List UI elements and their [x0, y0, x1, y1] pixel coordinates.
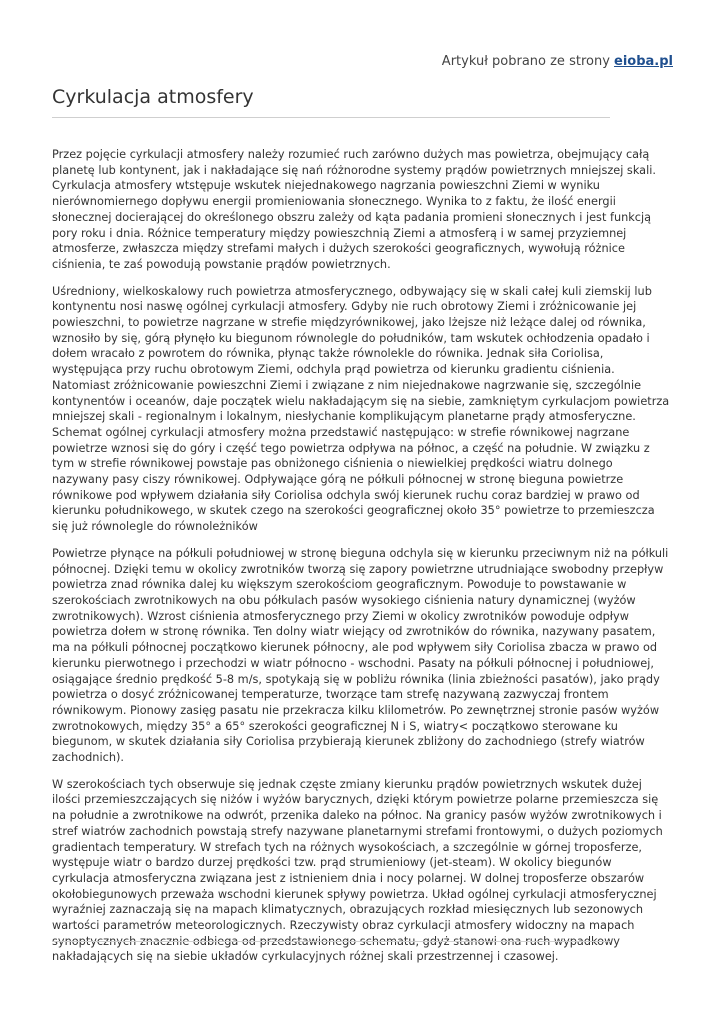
source-attribution — [442, 54, 673, 69]
title-divider — [52, 117, 610, 118]
article-body — [52, 147, 672, 976]
article-paragraph-4: W szerokościach tych obserwuje się jednak częste zmiany kierunku prądów powietrznych wskutek dużej ilości przemieszczających się niżów i wyżów barycznych, dzięki którym powietrze polarne przemieszcza się na południe a zwrotnikowe na odwrót, przenika daleko na północ. Na granicy pasów wyżów zwrotnikowych i stref wiatrów zachodnich powstają strefy nazywane planetarnymi strefami frontowymi, o dużych poziomych gradientach temperatury. W strefach tych na różnych wysokościach, a szczególnie w górnej troposferze, występuje wiatr o bardzo durzej prędkości tzw. prąd strumieniowy (jet-steam). W okolicy biegunów cyrkulacja atmosferyczna związana jest z istnieniem dnia i nocy polarnej. W dolnej troposferze obszarów okołobiegunowych przeważa wschodni kierunek spływy powietrza. Układ ogólnej cyrkulacji atmosferycznej wyraźniej zaznaczają się na mapach klimatycznych, obrazujących rozkład miesięcznych lub sezonowych wartości parametrów meteorologicznych. Rzeczywisty obraz cyrkulacji atmosfery widoczny na mapach synoptycznych znacznie odbiega od przedstawionego schematu, gdyż stanowi ona ruch wypadkowy nakładających się na siebie układów cyrkulacyjnych różnej skali przestrzennej i czasowej. — [52, 777, 663, 964]
article-title: Cyrkulacja atmosfery — [52, 86, 254, 108]
article-paragraph-3: Powietrze płynące na półkuli południowej w stronę bieguna odchyla się w kierunku przeciwnym niż na półkuli północnej. Dzięki temu w okolicy zwrotników tworzą się zapory powietrzne utrudniające swobodny przepływ powietrza znad równika dalej ku większym szerokościom geograficznym. Powoduje to powstawanie w szerokościach zwrotnikowych na obu półkulach pasów wysokiego ciśnienia natury dynamicznej (wyżów zwrotnikowych). Wzrost ciśnienia atmosferycznego przy Ziemi w okolicy zwrotników powoduje odpływ powietrza dołem w stronę równika. Ten dolny wiatr wiejący od zwrotników do równika, nazywany pasatem, ma na półkuli północnej początkowo kierunek północny, ale pod wpływem siły Coriolisa zbacza w prawo od kierunku pierwotnego i przechodzi w wiatr północno - wschodni. Pasaty na półkuli północnej i południowej, osiągające średnio prędkość 5-8 m/s, spotykają się w pobliżu równika (linia zbieżności pasatów), jako prądy powietrza o dosyć zróżnicowanej temperaturze, tworzące tam strefę nazywaną zazwyczaj frontem równikowym. Pionowy zasięg pasatu nie przekracza kilku klilometrów. Po zewnętrznej stronie pasów wyżów zwrotnokowych, między 35° a 65° szerokości geograficznej N i S, wiatry< początkowo sterowane ku biegunom, w skutek działania siły Coriolisa przybierają kierunek zbliżony do zachodniego (strefy wiatrów zachodnich). — [52, 546, 669, 765]
source-link[interactable]: eioba.pl — [614, 54, 673, 69]
article-paragraph-2: Uśredniony, wielkoskalowy ruch powietrza atmosferycznego, odbywający się w skali całej kuli ziemskij lub kontynentu nosi naswę ogólnej cyrkulacji atmosfery. Gdyby nie ruch obrotowy Ziemi i zróżnicowanie jej powieszchni, to powietrze nagrzane w strefie międzyrównikowej, jako lżejsze niż leżące dalej od równika, wznosiło by się, górą płynęło ku biegunom równolegle do południków, tam wskutek ochłodzenia opadało i dołem wracało z powrotem do równika, płynąc także równolekle do równika. Jednak siła Coriolisa, występująca przy ruchu obrotowym Ziemi, odchyla prąd powietrza od kierunku gradientu ciśnienia. Natomiast zróżnicowanie powieszchni Ziemi i związane z nim niejednakowe nagrzwanie się, szczególnie kontynentów i oceanów, daje początek wielu nakładającym się na siebie, zamkniętym cyrkulacjom powietrza mniejszej skali - regionalnym i lokalnym, niesłychanie komplikującym planetarne prądy atmosferyczne. Schemat ogólnej cyrkulacji atmosfery można przedstawić następująco: w strefie równikowej nagrzane powietrze wznosi się do góry i część tego powietrza odpływa na północ, a część na południe. W związku z tym w strefie równikowej powstaje pas obniżonego ciśnienia o niewielkiej prędkości wiatru dolnego nazywany pasy ciszy równikowej. Odpływające górą ne półkuli północnej w stronę bieguna powietrze równikowe pod wpływem działania siły Coriolisa odchyla swój kierunek ruchu coraz bardziej w prawo od kierunku południkowego, w skutek czego na szerokości geograficznej około 35° powietrze to przemieszcza się już równolegle do równoleżników — [52, 284, 670, 534]
article-paragraph-1: Przez pojęcie cyrkulacji atmosfery należy rozumieć ruch zarówno dużych mas powietrza, obejmujący całą planetę lub kontynent, jak i nakładające się nań różnorodne systemy prądów powietrznych mniejszej skali. Cyrkulacja atmosfery wtstępuje wskutek niejednakowego nagrzania powieszchni Ziemi w wyniku nierównomiernego dopływu energii promieniowania słonecznego. Wynika to z faktu, że ilość energii słonecznej docierającej do określonego obszru zależy od kąta padania promieni słonecznych i jest funkcją pory roku i dnia. Różnice temperatury między powieszchnią Ziemi a atmosferą i w samej przyziemnej atmosferze, zwłaszcza między strefami małych i dużych szerokości geograficznych, wywołują różnice ciśnienia, te zaś powodują powstanie prądów powietrznych. — [52, 148, 656, 271]
footer-divider — [52, 941, 610, 942]
source-prefix-text: Artykuł pobrano ze strony — [441, 54, 615, 69]
